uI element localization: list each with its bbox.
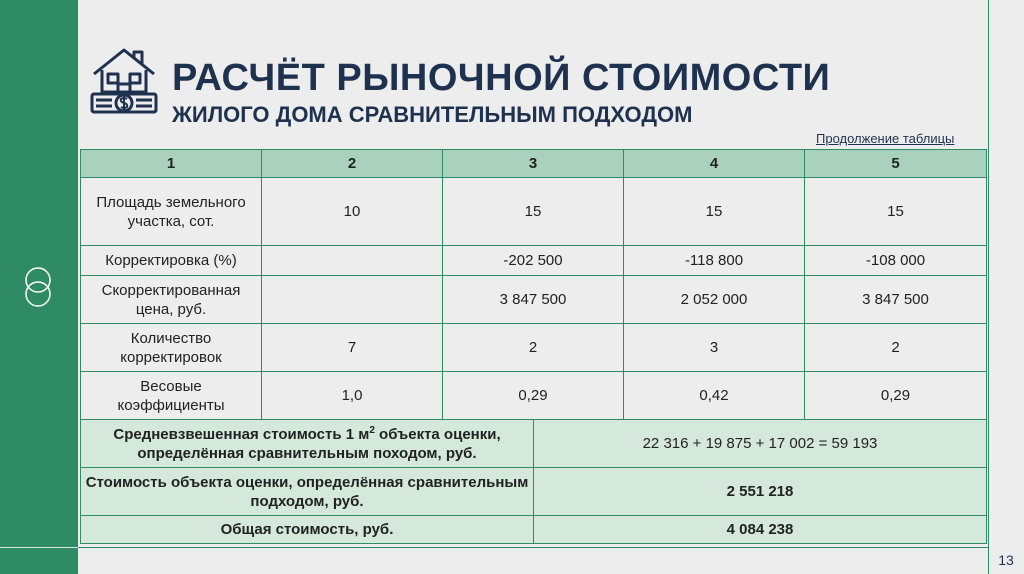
table-row (81, 246, 987, 276)
table-cell: 1,0 (262, 372, 443, 420)
header-cell: 1 (81, 150, 262, 178)
table-row (81, 372, 987, 420)
table-row (81, 324, 987, 372)
sidebar (0, 0, 78, 574)
table-cell (262, 276, 443, 324)
right-border (988, 0, 989, 574)
summary-label: Стоимость объекта оценки, определённая сравнительным подходом, руб. (81, 468, 534, 516)
table-header-row (81, 150, 987, 178)
table-cell: 15 (443, 178, 624, 246)
table-cell: -118 800 (624, 246, 805, 276)
header-cell: 2 (262, 150, 443, 178)
table-cell: 3 (624, 324, 805, 372)
bottom-border (78, 547, 988, 548)
table-row (81, 178, 987, 246)
row-label: Количество корректировок (81, 324, 262, 372)
total-value: 4 084 238 (534, 516, 987, 544)
house-dollar-icon (88, 44, 160, 116)
table-cell: 10 (262, 178, 443, 246)
summary-label: Средневзвешенная стоимость 1 $м^2$ объекта оценки, определённая сравнительным походом, руб. (81, 420, 534, 468)
summary-value: 22 316 + 19 875 + 17 002 = 59 193 (534, 420, 987, 468)
table-cell: 7 (262, 324, 443, 372)
table-cell: 2 (805, 324, 987, 372)
header-cell: 4 (624, 150, 805, 178)
row-label: Скорректированная цена, руб. (81, 276, 262, 324)
row-label: Весовые коэффициенты (81, 372, 262, 420)
table-cell: 0,29 (443, 372, 624, 420)
page-title: РАСЧЁТ РЫНОЧНОЙ СТОИМОСТИ (172, 57, 831, 99)
page-number: 13 (998, 552, 1014, 568)
summary-value: 2 551 218 (534, 468, 987, 516)
row-label: Площадь земельного участка, сот. (81, 178, 262, 246)
table-cell: 15 (624, 178, 805, 246)
total-label: Общая стоимость, руб. (81, 516, 534, 544)
table-cell: 0,42 (624, 372, 805, 420)
header-cell: 5 (805, 150, 987, 178)
table-cell: 3 847 500 (443, 276, 624, 324)
page-subtitle: ЖИЛОГО ДОМА СРАВНИТЕЛЬНЫМ ПОДХОДОМ (172, 102, 693, 127)
continuation-label: Продолжение таблицы (816, 131, 955, 146)
table-cell: 2 (443, 324, 624, 372)
table-cell: -108 000 (805, 246, 987, 276)
table-cell (262, 246, 443, 276)
table-cell: 2 052 000 (624, 276, 805, 324)
summary-row (81, 468, 987, 516)
table-cell: 0,29 (805, 372, 987, 420)
row-label: Корректировка (%) (81, 246, 262, 276)
overlapping-circles-icon (20, 264, 56, 310)
sidebar-divider (0, 547, 78, 548)
table-cell: 3 847 500 (805, 276, 987, 324)
total-row (81, 516, 987, 544)
table-cell: -202 500 (443, 246, 624, 276)
valuation-table (80, 149, 987, 544)
header-cell: 3 (443, 150, 624, 178)
table-cell: 15 (805, 178, 987, 246)
table-row (81, 276, 987, 324)
summary-row (81, 420, 987, 468)
